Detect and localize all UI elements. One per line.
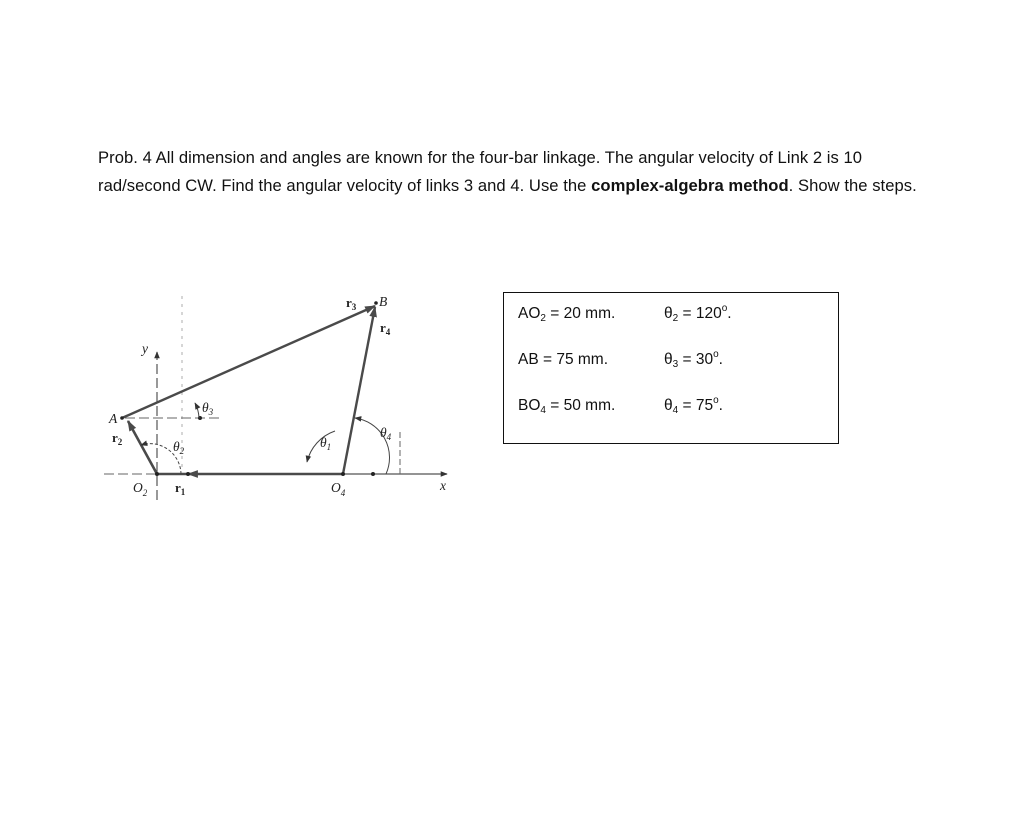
label-theta2: $\theta_2$ bbox=[173, 439, 185, 456]
label-r3: $r_3$ bbox=[346, 295, 357, 312]
joint-a bbox=[120, 416, 124, 420]
given-theta2: $\theta_2 = 120^o$. bbox=[664, 303, 732, 324]
label-theta3: $\theta_3$ bbox=[202, 400, 214, 417]
link-2-r2 bbox=[128, 421, 157, 474]
label-x: x bbox=[440, 478, 446, 493]
label-r1: $r_1$ bbox=[175, 480, 186, 497]
problem-text-start: Prob. 4 All dimension and angles are known for the four-bar linkage. The angular velocity of Link 2 is 10 rad/second CW. Find the angular velocity of links 3 and 4. Use the bbox=[98, 148, 863, 195]
given-ab: AB = 75 mm. bbox=[518, 351, 609, 368]
label-o2: $O_2$ bbox=[133, 480, 148, 498]
given-values-box bbox=[503, 292, 839, 444]
problem-text-end: . Show the steps. bbox=[788, 176, 917, 195]
link-4-r4 bbox=[343, 307, 375, 474]
theta4-dot bbox=[371, 472, 375, 476]
pivot-o2 bbox=[155, 472, 159, 476]
given-theta4: $\theta_4 = 75^o$. bbox=[664, 395, 723, 416]
given-row-1 bbox=[518, 303, 732, 325]
given-row-2 bbox=[518, 349, 723, 371]
label-b: B bbox=[379, 294, 388, 309]
label-r4: $r_4$ bbox=[380, 320, 391, 337]
given-bo4: $BO_4 = 50$ mm. bbox=[518, 397, 616, 416]
label-theta1: $\theta_1$ bbox=[320, 435, 332, 452]
theta3-arc bbox=[195, 403, 199, 418]
pivot-o4 bbox=[341, 472, 345, 476]
problem-text-bold: complex-algebra method bbox=[591, 176, 789, 195]
given-row-3 bbox=[518, 395, 723, 417]
label-theta4: $\theta_4$ bbox=[380, 425, 392, 442]
theta2-dot bbox=[186, 472, 190, 476]
link-3-r3 bbox=[122, 306, 375, 418]
given-ao2: $AO_2 = 20$ mm. bbox=[518, 305, 616, 324]
label-o4: $O_4$ bbox=[331, 480, 346, 498]
label-y: y bbox=[142, 341, 148, 356]
given-theta3: $\theta_3 = 30^o$. bbox=[664, 349, 723, 370]
label-r2: $r_2$ bbox=[112, 430, 123, 447]
label-a: A bbox=[109, 411, 118, 426]
joint-b bbox=[374, 301, 378, 305]
